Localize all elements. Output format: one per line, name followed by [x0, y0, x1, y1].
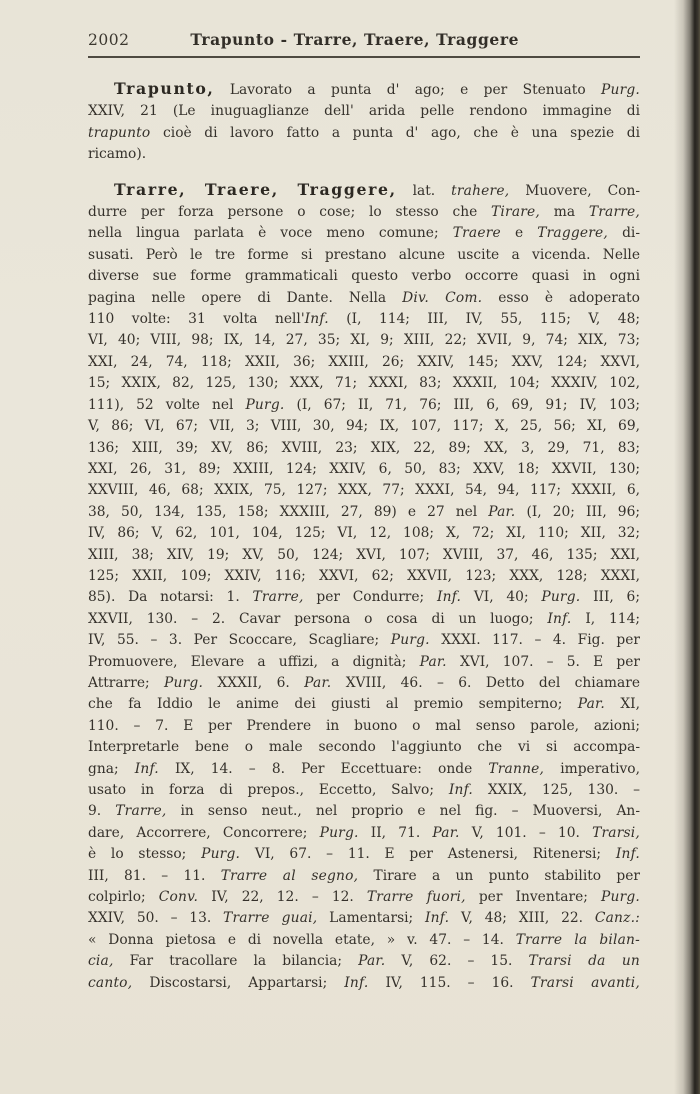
text-line: durre per forza persone o cose; lo stesso che Tirare, ma Trarre, — [88, 204, 640, 221]
text-line: 125; XXII, 109; XXIV, 116; XXVI, 62; XXVII, 123; XXX, 128; XXXI, — [88, 567, 640, 584]
text-line: Attrarre; Purg. XXXII, 6. Par. XVIII, 46. – 6. Detto del chiamare — [88, 674, 640, 691]
text-line: 15; XXIX, 82, 125, 130; XXX, 71; XXXI, 83; XXXII, 104; XXXIV, 102, — [88, 375, 640, 392]
text-line: XXI, 24, 74, 118; XXII, 36; XXIII, 26; XXIV, 145; XXV, 124; XXVI, — [88, 353, 640, 370]
text-line: XXI, 26, 31, 89; XXIII, 124; XXIV, 6, 50, 83; XXV, 18; XXVII, 130; — [88, 460, 640, 477]
text-line: trapunto cioè di lavoro fatto a punta d' ago, che è una spezie di — [88, 124, 640, 141]
text-line: usato in forza di prepos., Eccetto, Salvo; Inf. XXIX, 125, 130. – — [88, 782, 640, 798]
text-line: III, 81. – 11. Trarre al segno, Tirare a un punto stabilito per — [88, 867, 640, 884]
text-line: « Donna pietosa e di novella etate, » v. 47. – 14. Trarre la bilan- — [88, 931, 640, 948]
running-head-title: Trapunto - Trarre, Traere, Traggere — [190, 30, 520, 49]
text-line: 110 volte: 31 volta nell'Inf. (I, 114; III, IV, 55, 115; V, 48; — [88, 311, 640, 328]
text-line: colpirlo; Conv. IV, 22, 12. – 12. Trarre fuori, per Inventare; Purg. — [88, 889, 640, 906]
text-line: ricamo). — [88, 146, 147, 163]
text-line: è lo stesso; Purg. VI, 67. – 11. E per Astenersi, Ritenersi; Inf. — [88, 846, 640, 863]
text-line: 136; XIII, 39; XV, 86; XVIII, 23; XIX, 22, 89; XX, 3, 29, 71, 83; — [88, 439, 640, 456]
text-line: XXIV, 21 (Le inuguaglianze dell' arida pelle rendono immagine di — [88, 103, 640, 120]
text-line: diverse sue forme grammaticali questo verbo occorre quasi in ogni — [88, 268, 640, 285]
text-line: nella lingua parlata è voce meno comune; Traere e Traggere, di- — [88, 225, 641, 242]
entry-paragraph-trarre — [88, 179, 640, 994]
text-line: V, 86; VI, 67; VII, 3; VIII, 30, 94; IX, 107, 117; X, 25, 56; XI, 69, — [88, 418, 640, 435]
text-line: XIII, 38; XIV, 19; XV, 50, 124; XVI, 107; XVIII, 37, 46, 135; XXI, — [88, 546, 640, 563]
text-line: 38, 50, 134, 135, 158; XXXIII, 27, 89) e 27 nel Par. (I, 20; III, 96; — [88, 503, 640, 520]
text-line: XXIV, 50. – 13. Trarre guai, Lamentarsi; Inf. V, 48; XIII, 22. Canz.: — [88, 910, 640, 927]
entry-paragraph-trapunto — [88, 78, 640, 166]
text-line: Interpretarle bene o male secondo l'aggiunto che vi si accompa- — [88, 739, 640, 756]
text-line: pagina nelle opere di Dante. Nella Div. Com. esso è adoperato — [88, 289, 640, 306]
text-line: XXVIII, 46, 68; XXIX, 75, 127; XXX, 77; XXXI, 54, 94, 117; XXXII, 6, — [88, 482, 640, 499]
text-line: IV, 86; V, 62, 101, 104, 125; VI, 12, 108; X, 72; XI, 110; XII, 32; — [88, 525, 640, 542]
text-line: 110. – 7. E per Prendere in buono o mal senso parole, azioni; — [88, 717, 640, 734]
text-line: dare, Accorrere, Concorrere; Purg. II, 71. Par. V, 101. – 10. Trarsi, — [88, 824, 640, 841]
text-line: IV, 55. – 3. Per Scoccare, Scagliare; Purg. XXXI. 117. – 4. Fig. per — [88, 632, 640, 649]
text-line: canto, Discostarsi, Appartarsi; Inf. IV, 115. – 16. Trarsi avanti, — [88, 974, 641, 991]
page-body-text — [88, 78, 640, 1007]
page-header — [88, 30, 640, 58]
page-number: 2002 — [88, 31, 130, 49]
text-line: Trarre, Traere, Traggere, lat. trahere, Muovere, Con- — [114, 179, 641, 199]
text-line: 111), 52 volte nel Purg. (I, 67; II, 71, 76; III, 6, 69, 91; IV, 103; — [88, 396, 640, 413]
text-line: susati. Però le tre forme si prestano alcune uscite a vicenda. Nelle — [88, 246, 640, 263]
text-line: Promuovere, Elevare a uffizi, a dignità; Par. XVI, 107. – 5. E per — [88, 653, 640, 670]
book-gutter-edge-shadow — [674, 0, 700, 1094]
text-line: 9. Trarre, in senso neut., nel proprio e nel fig. – Muoversi, An- — [88, 803, 640, 820]
text-line: gna; Inf. IX, 14. – 8. Per Eccettuare: onde Tranne, imperativo, — [88, 760, 640, 777]
text-line: XXVII, 130. – 2. Cavar persona o cosa di un luogo; Inf. I, 114; — [88, 610, 640, 627]
text-line: cia, Far tracollare la bilancia; Par. V, 62. – 15. Trarsi da un — [88, 953, 640, 970]
text-line: VI, 40; VIII, 98; IX, 14, 27, 35; XI, 9; XIII, 22; XVII, 9, 74; XIX, 73; — [88, 332, 640, 349]
text-line: Trapunto, Lavorato a punta d' ago; e per Stenuato Purg. — [114, 79, 640, 98]
text-line: 85). Da notarsi: 1. Trarre, per Condurre; Inf. VI, 40; Purg. III, 6; — [88, 589, 640, 606]
text-line: che fa Iddio le anime dei giusti al premio sempiterno; Par. XI, — [88, 696, 640, 713]
